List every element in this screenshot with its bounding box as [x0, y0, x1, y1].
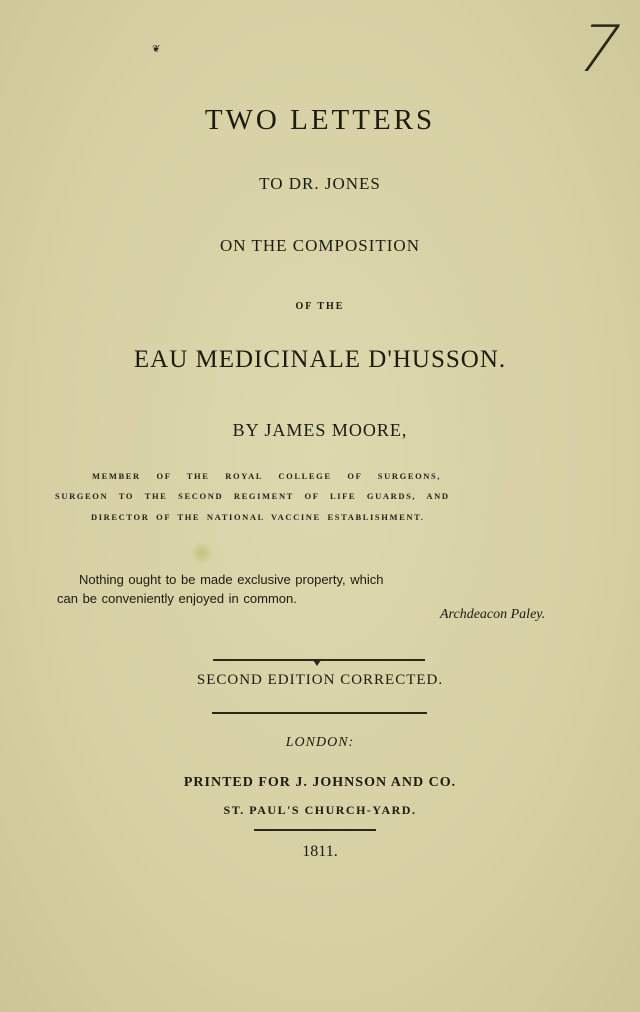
author-line: BY JAMES MOORE,	[232, 420, 408, 440]
divider-rule	[212, 712, 427, 714]
credential-line: DIRECTOR OF THE NATIONAL VACCINE ESTABLISHMENT.	[91, 512, 425, 522]
place-line: LONDON:	[285, 735, 355, 750]
epigraph-line: can be conveniently enjoyed in common.	[57, 591, 297, 606]
page-number: 7	[565, 13, 631, 87]
year-line: 1811.	[302, 843, 338, 860]
epigraph-line: Nothing ought to be made exclusive property, which	[79, 572, 384, 587]
subject-line: ON THE COMPOSITION	[220, 236, 420, 255]
title: TWO LETTERS	[204, 104, 436, 136]
credential-line: MEMBER OF THE ROYAL COLLEGE OF SURGEONS,	[92, 471, 442, 481]
divider-notch	[313, 660, 321, 666]
printer-address: ST. PAUL'S CHURCH-YARD.	[223, 803, 417, 817]
credential-line: SURGEON TO THE SECOND REGIMENT OF LIFE GUARDS, AND	[55, 491, 450, 501]
of-the-line: OF THE	[295, 301, 345, 312]
ornament-icon: ❦	[152, 44, 161, 55]
epigraph-attribution: Archdeacon Paley.	[440, 607, 546, 622]
divider-rule	[254, 829, 376, 831]
edition-line: SECOND EDITION CORRECTED.	[196, 672, 444, 688]
printer-line: PRINTED FOR J. JOHNSON AND CO.	[183, 775, 457, 790]
to-line: TO DR. JONES	[259, 174, 381, 193]
subject-name: EAU MEDICINALE D'HUSSON.	[133, 346, 507, 373]
stain-mark	[190, 542, 214, 564]
